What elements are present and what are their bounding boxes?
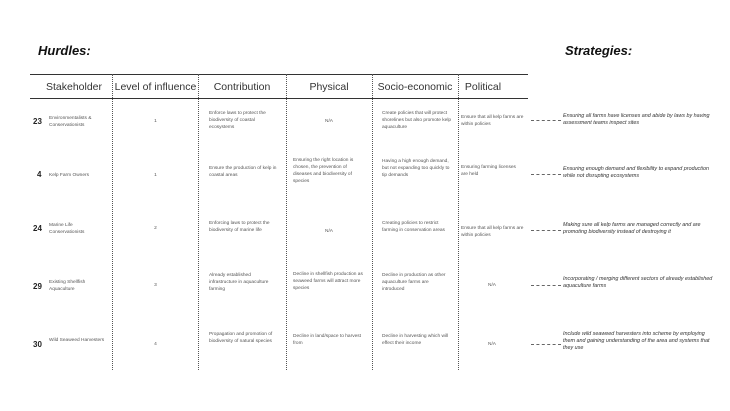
divider-5 (458, 74, 459, 370)
stakeholder-name: Marine Life Conservationists (49, 223, 85, 235)
contribution-cell: Enforcing laws to protect the biodiversity of marine life (209, 221, 270, 233)
stakeholder-name: Wild Seaweed Harvesters (49, 338, 105, 343)
political-cell: N/A (488, 342, 496, 347)
connector-line (531, 285, 561, 286)
strategies-heading: Strategies: (565, 43, 633, 58)
hurdles-heading: Hurdles: (38, 43, 91, 58)
divider-2 (198, 74, 199, 370)
divider-4 (372, 74, 373, 370)
col-header-influence: Level of influence (114, 81, 197, 93)
influence-level: 2 (154, 226, 157, 231)
physical-cell: Ensuring the right location is chosen, the prevention of diseases and biodiversity of species (293, 158, 354, 184)
connector-line (531, 120, 561, 121)
contribution-cell: Already established infrastructure in aquaculture farming (209, 273, 269, 292)
stakeholder-name: Kelp Farm Owners (49, 173, 89, 178)
influence-level: 3 (154, 283, 157, 288)
physical-cell: N/A (325, 229, 333, 234)
col-header-stakeholder: Stakeholder (45, 81, 103, 93)
socio-economic-cell: Decline in production as other aquaculture farms are introduced (382, 273, 446, 292)
socio-economic-cell: Create policies that will protect shorelines but also promote kelp aquaculture (382, 111, 452, 130)
contribution-cell: Propagation and promotion of biodiversity of natural species (209, 332, 273, 344)
influence-level: 1 (154, 173, 157, 178)
col-header-contribution: Contribution (213, 81, 271, 93)
influence-level: 4 (154, 342, 157, 347)
contribution-cell: Ensure the production of kelp in coastal areas (209, 166, 277, 178)
header-bottom-line (30, 98, 528, 99)
strategy-text: Ensuring all farms have licenses and abide by laws by having assessment teams inspect sites (563, 113, 710, 126)
socio-economic-cell: Having a high enough demand, but not expanding too quickly to tip demands (382, 159, 450, 178)
contribution-cell: Enforce laws to protect the biodiversity of coastal ecosystems (209, 111, 266, 130)
socio-economic-cell: Decline in harvesting which will effect their income (382, 334, 449, 346)
row-number: 29 (33, 282, 42, 291)
political-cell: N/A (488, 283, 496, 288)
stakeholder-name: Environmentalists & Conservationists (49, 116, 92, 128)
physical-cell: Decline in shellfish production as seaweed farms will attract more species (293, 272, 363, 291)
socio-economic-cell: Creating policies to restrict farming in conservation areas (382, 221, 445, 233)
header-top-line (30, 74, 528, 75)
col-header-physical: Physical (309, 81, 349, 93)
connector-line (531, 344, 561, 345)
political-cell: Ensure that all kelp farms are within policies (461, 115, 524, 127)
connector-line (531, 230, 561, 231)
row-number: 24 (33, 224, 42, 233)
political-cell: Ensuring farming licenses are held (461, 165, 516, 177)
physical-cell: N/A (325, 119, 333, 124)
connector-line (531, 174, 561, 175)
row-number: 4 (37, 170, 42, 179)
physical-cell: Decline in land/space to harvest from (293, 334, 361, 346)
col-header-socio-economic: Socio-economic (377, 81, 453, 93)
strategy-text: Incorporating / merging different sectors of already established aquaculture farms (563, 276, 713, 289)
strategy-text: Making sure all kelp farms are managed correctly and are promoting biodiversity instead of destroying it (563, 222, 701, 235)
influence-level: 1 (154, 119, 157, 124)
strategy-text: Ensuring enough demand and flexibility to expand production while not disrupting ecosystems (563, 166, 709, 179)
strategy-text: Include wild seaweed harvesters into scheme by employing them and gaining understanding of the area and systems that they use (563, 331, 710, 351)
stakeholder-name: Existing Shellfish Aquaculture (49, 280, 86, 292)
col-header-political: Political (464, 81, 502, 93)
row-number: 30 (33, 340, 42, 349)
row-number: 23 (33, 117, 42, 126)
political-cell: Ensure that all kelp farms are within policies (461, 226, 524, 238)
